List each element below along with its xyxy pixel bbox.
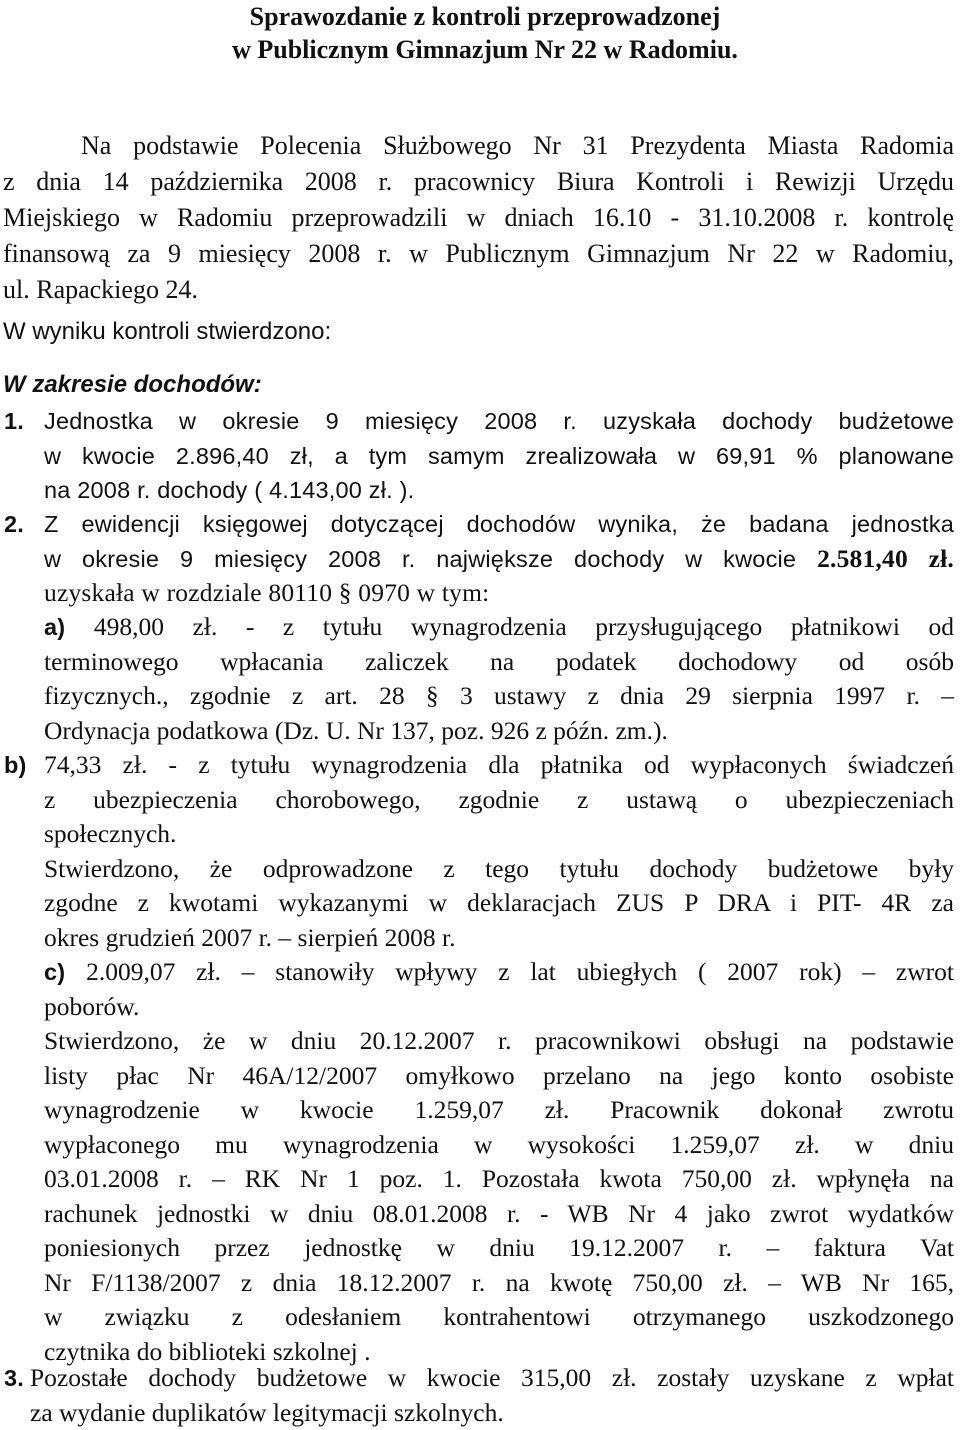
list-item-3 [0,1361,954,1430]
title-line-2: w Publicznym Gimnazjum Nr 22 w Radomiu. [0,33,960,66]
document-title [0,0,960,66]
sub-line: z ubezpieczenia chorobowego, zgodnie z ustawą o ubezpieczeniach [44,783,954,818]
sub-line: czytnika do biblioteki szkolnej . [44,1335,954,1370]
title-line-1: Sprawozdanie z kontroli przeprowadzonej [0,0,960,33]
sub-label: c) [44,959,65,985]
findings-heading: W wyniku kontroli stwierdzono: [3,318,331,346]
sub-item-c [0,955,954,1369]
income-amount: 2.581,40 zł. [817,544,954,573]
sub-line: 03.01.2008 r. – RK Nr 1 poz. 1. Pozostała kwota 750,00 zł. wpłynęła na [44,1162,954,1197]
sub-line: poniesionych przez jednostkę w dniu 19.12.2007 r. – faktura Vat [44,1231,954,1266]
intro-line-1: Na podstawie Polecenia Służbowego Nr 31 Prezydenta Miasta Radomia [3,128,954,164]
list-item-1 [0,404,954,508]
sub-line: rachunek jednostki w dniu 08.01.2008 r. - WB Nr 4 jako zwrot wydatków [44,1197,954,1232]
sub-label: a) [44,614,65,640]
sub-line [44,610,954,645]
item-number: 1. [4,404,24,439]
intro-paragraph [3,128,954,308]
sub-line: Ordynacja podatkowa (Dz. U. Nr 137, poz. 926 z późn. zm.). [44,714,954,749]
sub-line: poborów. [44,990,954,1025]
sub-line: Stwierdzono, że w dniu 20.12.2007 r. pracownikowi obsługi na podstawie [44,1024,954,1059]
item-number: 3. [4,1361,24,1396]
item-line: Pozostałe dochody budżetowe w kwocie 315,00 zł. zostały uzyskane z wpłat [30,1361,954,1396]
sub-line: okres grudzień 2007 r. – sierpień 2008 r. [44,921,954,956]
sub-line: Stwierdzono, że odprowadzone z tego tytułu dochody budżetowe były [44,852,954,887]
sub-line: fizycznych., zgodnie z art. 28 § 3 ustawy z dnia 29 sierpnia 1997 r. – [44,679,954,714]
item-line: Jednostka w okresie 9 miesięcy 2008 r. uzyskała dochody budżetowe [44,404,954,439]
sub-item-a [0,610,954,748]
intro-line-4: finansową za 9 miesięcy 2008 r. w Publicznym Gimnazjum Nr 22 w Radomiu, [3,236,954,272]
list-item-2 [0,507,954,611]
item-line: na 2008 r. dochody ( 4.143,00 zł. ). [44,473,954,508]
incomes-heading: W zakresie dochodów: [3,371,262,399]
sub-line-text: 498,00 zł. - z tytułu wynagrodzenia przysługującego płatnikowi od [65,612,954,641]
item-line [44,542,954,577]
item-line: uzyskała w rozdziale 80110 § 0970 w tym: [44,576,954,611]
sub-line: Nr F/1138/2007 z dnia 18.12.2007 r. na kwotę 750,00 zł. – WB Nr 165, [44,1266,954,1301]
sub-line: społecznych. [44,817,954,852]
item-line: za wydanie duplikatów legitymacji szkolnych. [30,1396,954,1430]
sub-line: 74,33 zł. - z tytułu wynagrodzenia dla płatnika od wypłaconych świadczeń [44,748,954,783]
sub-line [44,955,954,990]
sub-line: wynagrodzenie w kwocie 1.259,07 zł. Pracownik dokonał zwrotu [44,1093,954,1128]
sub-line: zgodne z kwotami wykazanymi w deklaracjach ZUS P DRA i PIT- 4R za [44,886,954,921]
item-line: Z ewidencji księgowej dotyczącej dochodów wynika, że badana jednostka [44,507,954,542]
sub-line: w związku z odesłaniem kontrahentowi otrzymanego uszkodzonego [44,1300,954,1335]
item-line: w kwocie 2.896,40 zł, a tym samym zrealizowała w 69,91 % planowane [44,439,954,474]
intro-line-3: Miejskiego w Radomiu przeprowadzili w dniach 16.10 - 31.10.2008 r. kontrolę [3,200,954,236]
intro-line-2: z dnia 14 października 2008 r. pracownicy Biura Kontroli i Rewizji Urzędu [3,164,954,200]
intro-line-5: ul. Rapackiego 24. [3,272,954,308]
sub-line: terminowego wpłacania zaliczek na podatek dochodowy od osób [44,645,954,680]
sub-line-text: 2.009,07 zł. – stanowiły wpływy z lat ubiegłych ( 2007 rok) – zwrot [65,957,954,986]
sub-line: listy płac Nr 46A/12/2007 omyłkowo przelano na jego konto osobiste [44,1059,954,1094]
item-line-text: w okresie 9 miesięcy 2008 r. największe dochody w kwocie [44,546,817,572]
sub-label: b) [4,748,27,783]
sub-item-b [0,748,954,955]
item-number: 2. [4,507,24,542]
sub-line: wypłaconego mu wynagrodzenia w wysokości 1.259,07 zł. w dniu [44,1128,954,1163]
